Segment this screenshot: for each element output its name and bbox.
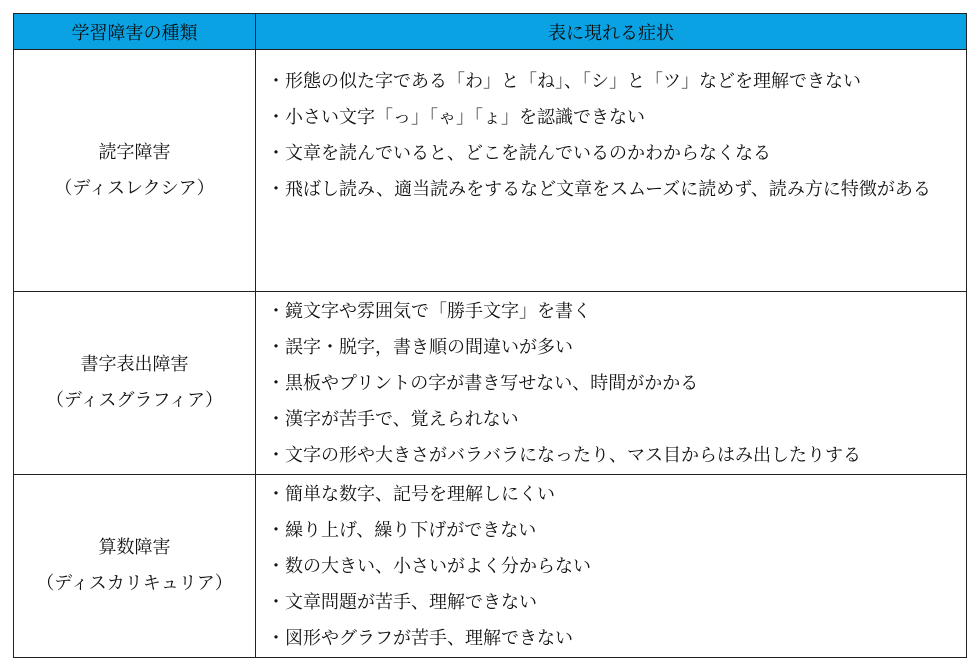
symptoms-cell-dyslexia	[256, 50, 967, 292]
header-type: 学習障害の種類	[14, 14, 256, 50]
symptom-item: ・形態の似た字である「わ」と「ね」、「シ」と「ツ」などを理解できない	[267, 71, 861, 92]
symptom-item: ・文章を読んでいると、どこを読んでいるのかわからなくなる	[267, 143, 771, 164]
table-row-dyscalculia	[14, 475, 967, 658]
symptoms-cell-dysgraphia	[256, 292, 967, 475]
type-name: 読字障害	[98, 141, 171, 163]
type-subname: （ディスグラフィア）	[45, 390, 224, 411]
table-row-dyslexia	[14, 50, 967, 292]
type-name: 算数障害	[98, 537, 171, 558]
symptoms-cell-dyscalculia	[256, 475, 967, 658]
table-row-dysgraphia	[14, 292, 967, 475]
symptom-item: ・誤字・脱字，書き順の間違いが多い	[267, 337, 573, 358]
type-name: 書字表出障害	[80, 354, 189, 375]
symptom-item: ・数の大きい、小さいがよく分からない	[267, 556, 591, 577]
symptom-item: ・図形やグラフが苦手、理解できない	[267, 628, 573, 649]
type-cell-dyscalculia	[14, 475, 256, 658]
symptom-item: ・文章問題が苦手、理解できない	[267, 592, 537, 613]
symptom-item: ・黒板やプリントの字が書き写せない、時間がかかる	[267, 373, 699, 394]
type-subname: （ディスカリキュリア）	[36, 573, 233, 594]
symptom-item: ・鏡文字や雰囲気で「勝手文字」を書く	[267, 301, 591, 322]
symptom-item: ・小さい文字「っ」「ゃ」「ょ」を認識できない	[267, 107, 645, 128]
symptom-item: ・飛ばし読み、適当読みをするなど文章をスムーズに読めず、読み方に特徴がある	[267, 179, 931, 200]
symptom-item: ・簡単な数字、記号を理解しにくい	[267, 484, 555, 505]
learning-disability-table	[13, 13, 967, 658]
symptom-item: ・漢字が苦手で、覚えられない	[267, 409, 519, 430]
type-subname: （ディスレクシア）	[54, 177, 215, 199]
table-header-row	[14, 14, 967, 50]
symptom-item: ・文字の形や大きさがバラバラになったり、マス目からはみ出したりする	[267, 445, 861, 466]
type-cell-dyslexia	[14, 50, 256, 292]
header-symptoms: 表に現れる症状	[256, 14, 967, 50]
type-cell-dysgraphia	[14, 292, 256, 475]
symptom-item: ・繰り上げ、繰り下げができない	[267, 520, 537, 541]
